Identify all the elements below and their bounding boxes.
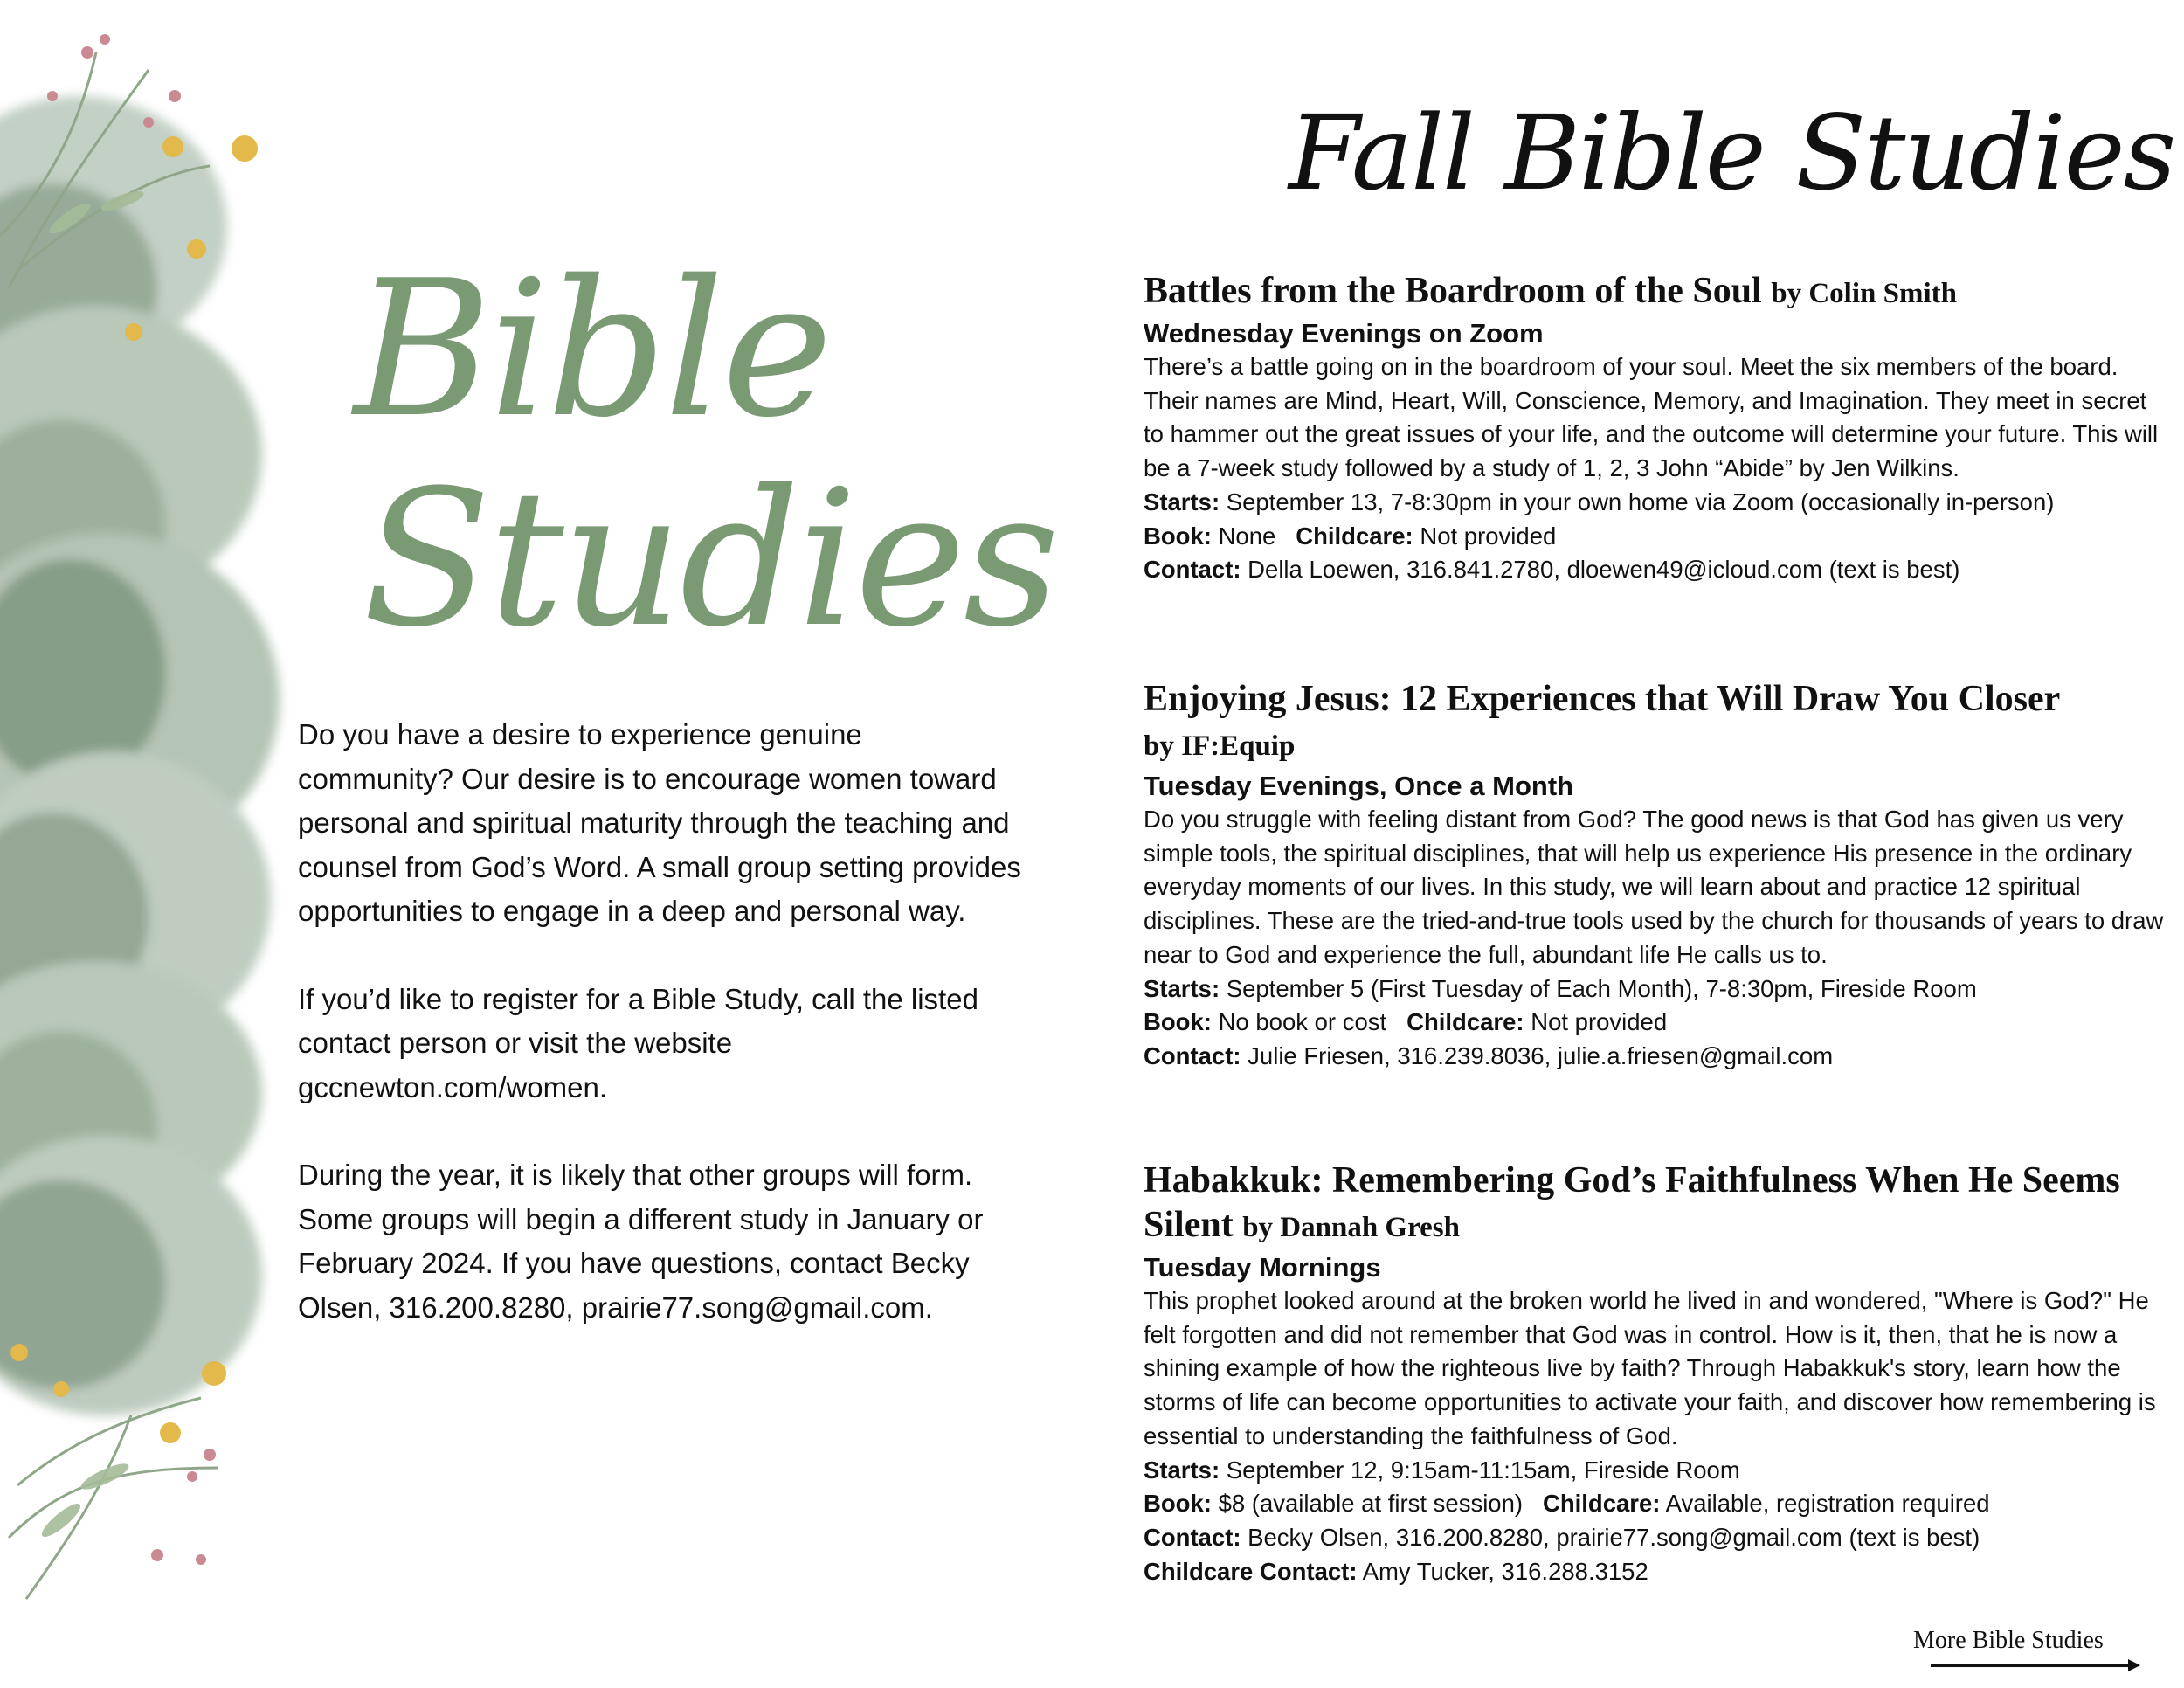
study-author: by Colin Smith: [1771, 278, 1957, 309]
study-card: [1144, 269, 2166, 587]
contact-label: Contact:: [1144, 556, 1241, 584]
intro-paragraph-1: Do you have a desire to experience genuine community? Our desire is to encourage women toward personal and spiritual maturity through the teaching and counsel from God’s Word. A small group setting provides opportunities to engage in a deep and personal way.: [298, 718, 1021, 927]
script-title-line1: Bible: [354, 239, 831, 459]
book-value: No book or cost: [1218, 1008, 1387, 1036]
study-childcare-contact: [1144, 1555, 2166, 1589]
childcare-contact-value: Amy Tucker, 316.288.3152: [1362, 1557, 1648, 1585]
intro-paragraph-2: If you’d like to register for a Bible Study, call the listed contact person or visit the website gccnewton.com/women.: [298, 982, 978, 1103]
study-contact: [1144, 553, 2166, 587]
book-value: None: [1218, 522, 1276, 550]
study-card: [1144, 677, 2166, 1074]
study-schedule: Tuesday Evenings, Once a Month: [1144, 771, 1574, 801]
book-label: Book:: [1144, 522, 1212, 550]
fall-bible-studies-heading: Fall Bible Studies: [1289, 93, 2175, 213]
childcare-value: Not provided: [1531, 1008, 1668, 1036]
study-title: [1144, 269, 2166, 316]
study-title-text: Enjoying Jesus: 12 Experiences that Will Draw You Closer: [1144, 679, 2061, 719]
childcare-contact-label: Childcare Contact:: [1144, 1557, 1358, 1585]
script-title-line2: Studies: [363, 449, 1058, 668]
starts-label: Starts:: [1144, 974, 1220, 1002]
intro-text: [298, 713, 1023, 1373]
book-value: $8 (available at first session): [1218, 1490, 1524, 1518]
contact-label: Contact:: [1144, 1523, 1241, 1551]
study-schedule: Tuesday Mornings: [1144, 1252, 1381, 1283]
study-contact: [1144, 1521, 2166, 1555]
starts-value: September 13, 7-8:30pm in your own home via Zoom (occasionally in-person): [1226, 488, 2055, 515]
study-title: [1144, 1159, 2166, 1250]
contact-label: Contact:: [1144, 1041, 1241, 1069]
study-starts: [1144, 972, 2166, 1007]
arrow-right-icon: [1931, 1658, 2140, 1672]
study-author: by IF:Equip: [1144, 730, 1296, 762]
study-title-text: Habakkuk: Remembering God’s Faithfulness When He Seems Silent: [1144, 1160, 2120, 1245]
watercolor-floral-border: [0, 0, 297, 1688]
childcare-value: Available, registration required: [1665, 1490, 1990, 1518]
more-bible-studies-link[interactable]: More Bible Studies: [1913, 1627, 2104, 1654]
study-contact: [1144, 1040, 2166, 1074]
starts-label: Starts:: [1144, 1456, 1220, 1484]
starts-label: Starts:: [1144, 488, 1220, 515]
bible-studies-script-title: [354, 239, 1058, 668]
book-label: Book:: [1144, 1490, 1212, 1518]
study-description: Do you struggle with feeling distant from God? The good news is that God has given us very simple tools, the spiritual disciplines, that will help us experience His presence in the ordinary everyday moments of our lives. In this study, we will learn about and practice 12 spiritual disciplines. These are the tried-and-true tools used by the church for thousands of years to draw near to God and experience the full, abundant life He calls us to.: [1144, 806, 2164, 968]
starts-value: September 5 (First Tuesday of Each Month), 7-8:30pm, Fireside Room: [1226, 974, 1977, 1002]
book-label: Book:: [1144, 1008, 1212, 1036]
intro-paragraph-3: During the year, it is likely that other groups will form. Some groups will begin a different study in January or February 2024. If you have questions, contact Becky Olsen, 316.200.8280, prairie77.song@gmail.com.: [298, 1159, 984, 1324]
starts-value: September 12, 9:15am-11:15am, Fireside Room: [1226, 1456, 1740, 1484]
study-book-childcare: [1144, 520, 2166, 554]
study-starts: [1144, 486, 2166, 520]
study-starts: [1144, 1454, 2166, 1488]
study-description: There’s a battle going on in the boardroom of your soul. Meet the six members of the board. Their names are Mind, Heart, Will, Conscience, Memory, and Imagination. They meet in secret to hammer out the great issues of your life, and the outcome will determine your future. This will be a 7-week study followed by a study of 1, 2, 3 John “Abide” by Jen Wilkins.: [1144, 353, 2159, 482]
study-schedule: Wednesday Evenings on Zoom: [1144, 318, 1544, 349]
study-description: This prophet looked around at the broken world he lived in and wondered, "Where is God?" He felt forgotten and did not remember that God was in control. How is it, then, that he is now a shining example of how the righteous live by faith? Through Habakkuk's story, learn how the storms of life can become opportunities to activate your faith, and discover how remembering is essential to understanding the faithfulness of God.: [1144, 1287, 2156, 1449]
contact-value: Becky Olsen, 316.200.8280, prairie77.song@gmail.com (text is best): [1248, 1523, 1980, 1551]
study-title-text: Battles from the Boardroom of the Soul: [1144, 271, 1762, 311]
childcare-label: Childcare:: [1296, 522, 1413, 550]
study-title: [1144, 677, 2166, 769]
childcare-value: Not provided: [1420, 522, 1557, 550]
study-book-childcare: [1144, 1487, 2166, 1521]
study-book-childcare: [1144, 1006, 2166, 1040]
childcare-label: Childcare:: [1542, 1490, 1661, 1518]
study-card: [1144, 1159, 2166, 1588]
study-author: by Dannah Gresh: [1242, 1212, 1460, 1243]
contact-value: Della Loewen, 316.841.2780, dloewen49@icloud.com (text is best): [1248, 556, 1960, 584]
childcare-label: Childcare:: [1406, 1008, 1524, 1036]
contact-value: Julie Friesen, 316.239.8036, julie.a.friesen@gmail.com: [1248, 1041, 1834, 1069]
